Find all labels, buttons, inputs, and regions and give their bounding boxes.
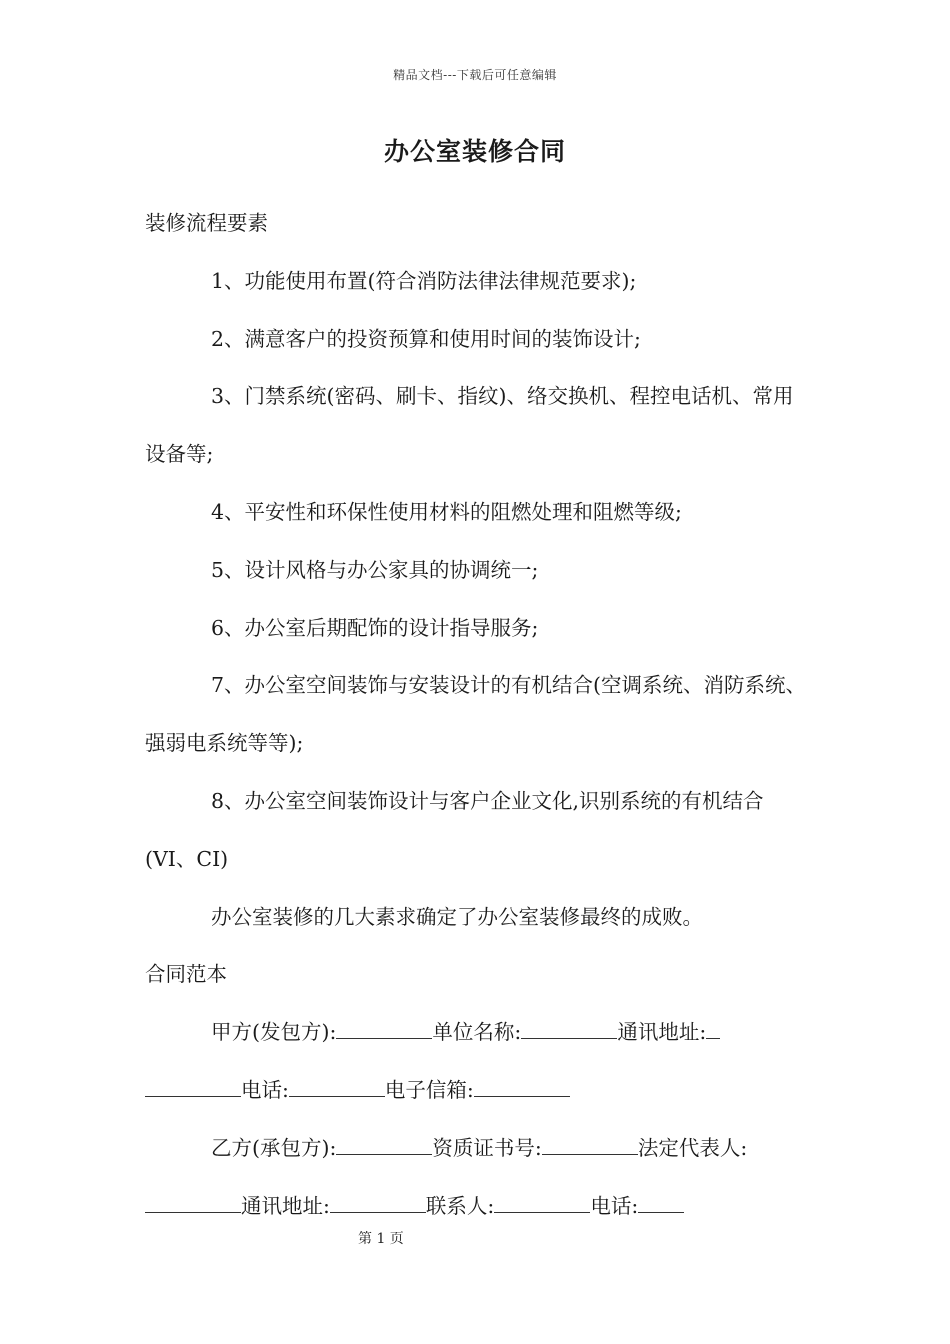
unit-name-blank[interactable]: [521, 1020, 617, 1039]
document-title: 办公室装修合同: [383, 137, 566, 166]
party-b-label: 乙方(承包方):: [211, 1135, 337, 1160]
email-label: 电子信箱:: [384, 1077, 474, 1102]
address-blank[interactable]: [330, 1194, 426, 1213]
conclusion-text: 办公室装修的几大素求确定了办公室装修最终的成败。: [211, 904, 703, 929]
legal-rep-label: 法定代表人:: [637, 1135, 748, 1160]
party-b-blank[interactable]: [336, 1136, 432, 1155]
list-item: 6、办公室后期配饰的设计指导服务;: [211, 615, 539, 640]
list-item: 2、满意客户的投资预算和使用时间的装饰设计;: [211, 326, 641, 351]
page-number: 第 1 页: [358, 1231, 404, 1247]
email-blank[interactable]: [474, 1078, 570, 1097]
phone-label: 电话:: [590, 1193, 639, 1218]
cert-no-label: 资质证书号:: [432, 1135, 542, 1160]
address-label: 通讯地址:: [241, 1193, 330, 1218]
phone-blank[interactable]: [638, 1194, 684, 1213]
list-item: 8、办公室空间装饰设计与客户企业文化,识别系统的有机结合(VI、CI): [145, 788, 764, 871]
phone-label: 电话:: [241, 1077, 289, 1102]
party-b-info: [145, 1120, 807, 1236]
contact-blank[interactable]: [494, 1194, 590, 1213]
contact-label: 联系人:: [425, 1193, 495, 1218]
section-heading: 装修流程要素: [145, 211, 268, 235]
legal-rep-blank[interactable]: [145, 1194, 241, 1213]
list-item: 3、门禁系统(密码、刷卡、指纹)、络交换机、程控电话机、常用设备等;: [145, 384, 794, 467]
list-item: 5、设计风格与办公家具的协调统一;: [211, 557, 539, 582]
page-header: 精品文档---下载后可任意编辑: [393, 68, 557, 82]
address-blank[interactable]: [706, 1020, 720, 1039]
cert-no-blank[interactable]: [542, 1136, 638, 1155]
list-item: 7、办公室空间装饰与安装设计的有机结合(空调系统、消防系统、强弱电系统等等);: [145, 673, 807, 756]
party-a-info: [145, 1004, 807, 1120]
phone-blank[interactable]: [289, 1078, 385, 1097]
party-a-blank[interactable]: [336, 1020, 432, 1039]
section-heading: 合同范本: [145, 962, 227, 987]
address-label: 通讯地址:: [617, 1020, 707, 1045]
list-item: 1、功能使用布置(符合消防法律法律规范要求);: [211, 268, 637, 293]
party-a-label: 甲方(发包方):: [211, 1020, 337, 1045]
document-body: [145, 195, 807, 1235]
list-item: 4、平安性和环保性使用材料的阻燃处理和阻燃等级;: [211, 499, 682, 524]
unit-name-label: 单位名称:: [432, 1020, 522, 1045]
address-blank-cont[interactable]: [145, 1078, 241, 1097]
